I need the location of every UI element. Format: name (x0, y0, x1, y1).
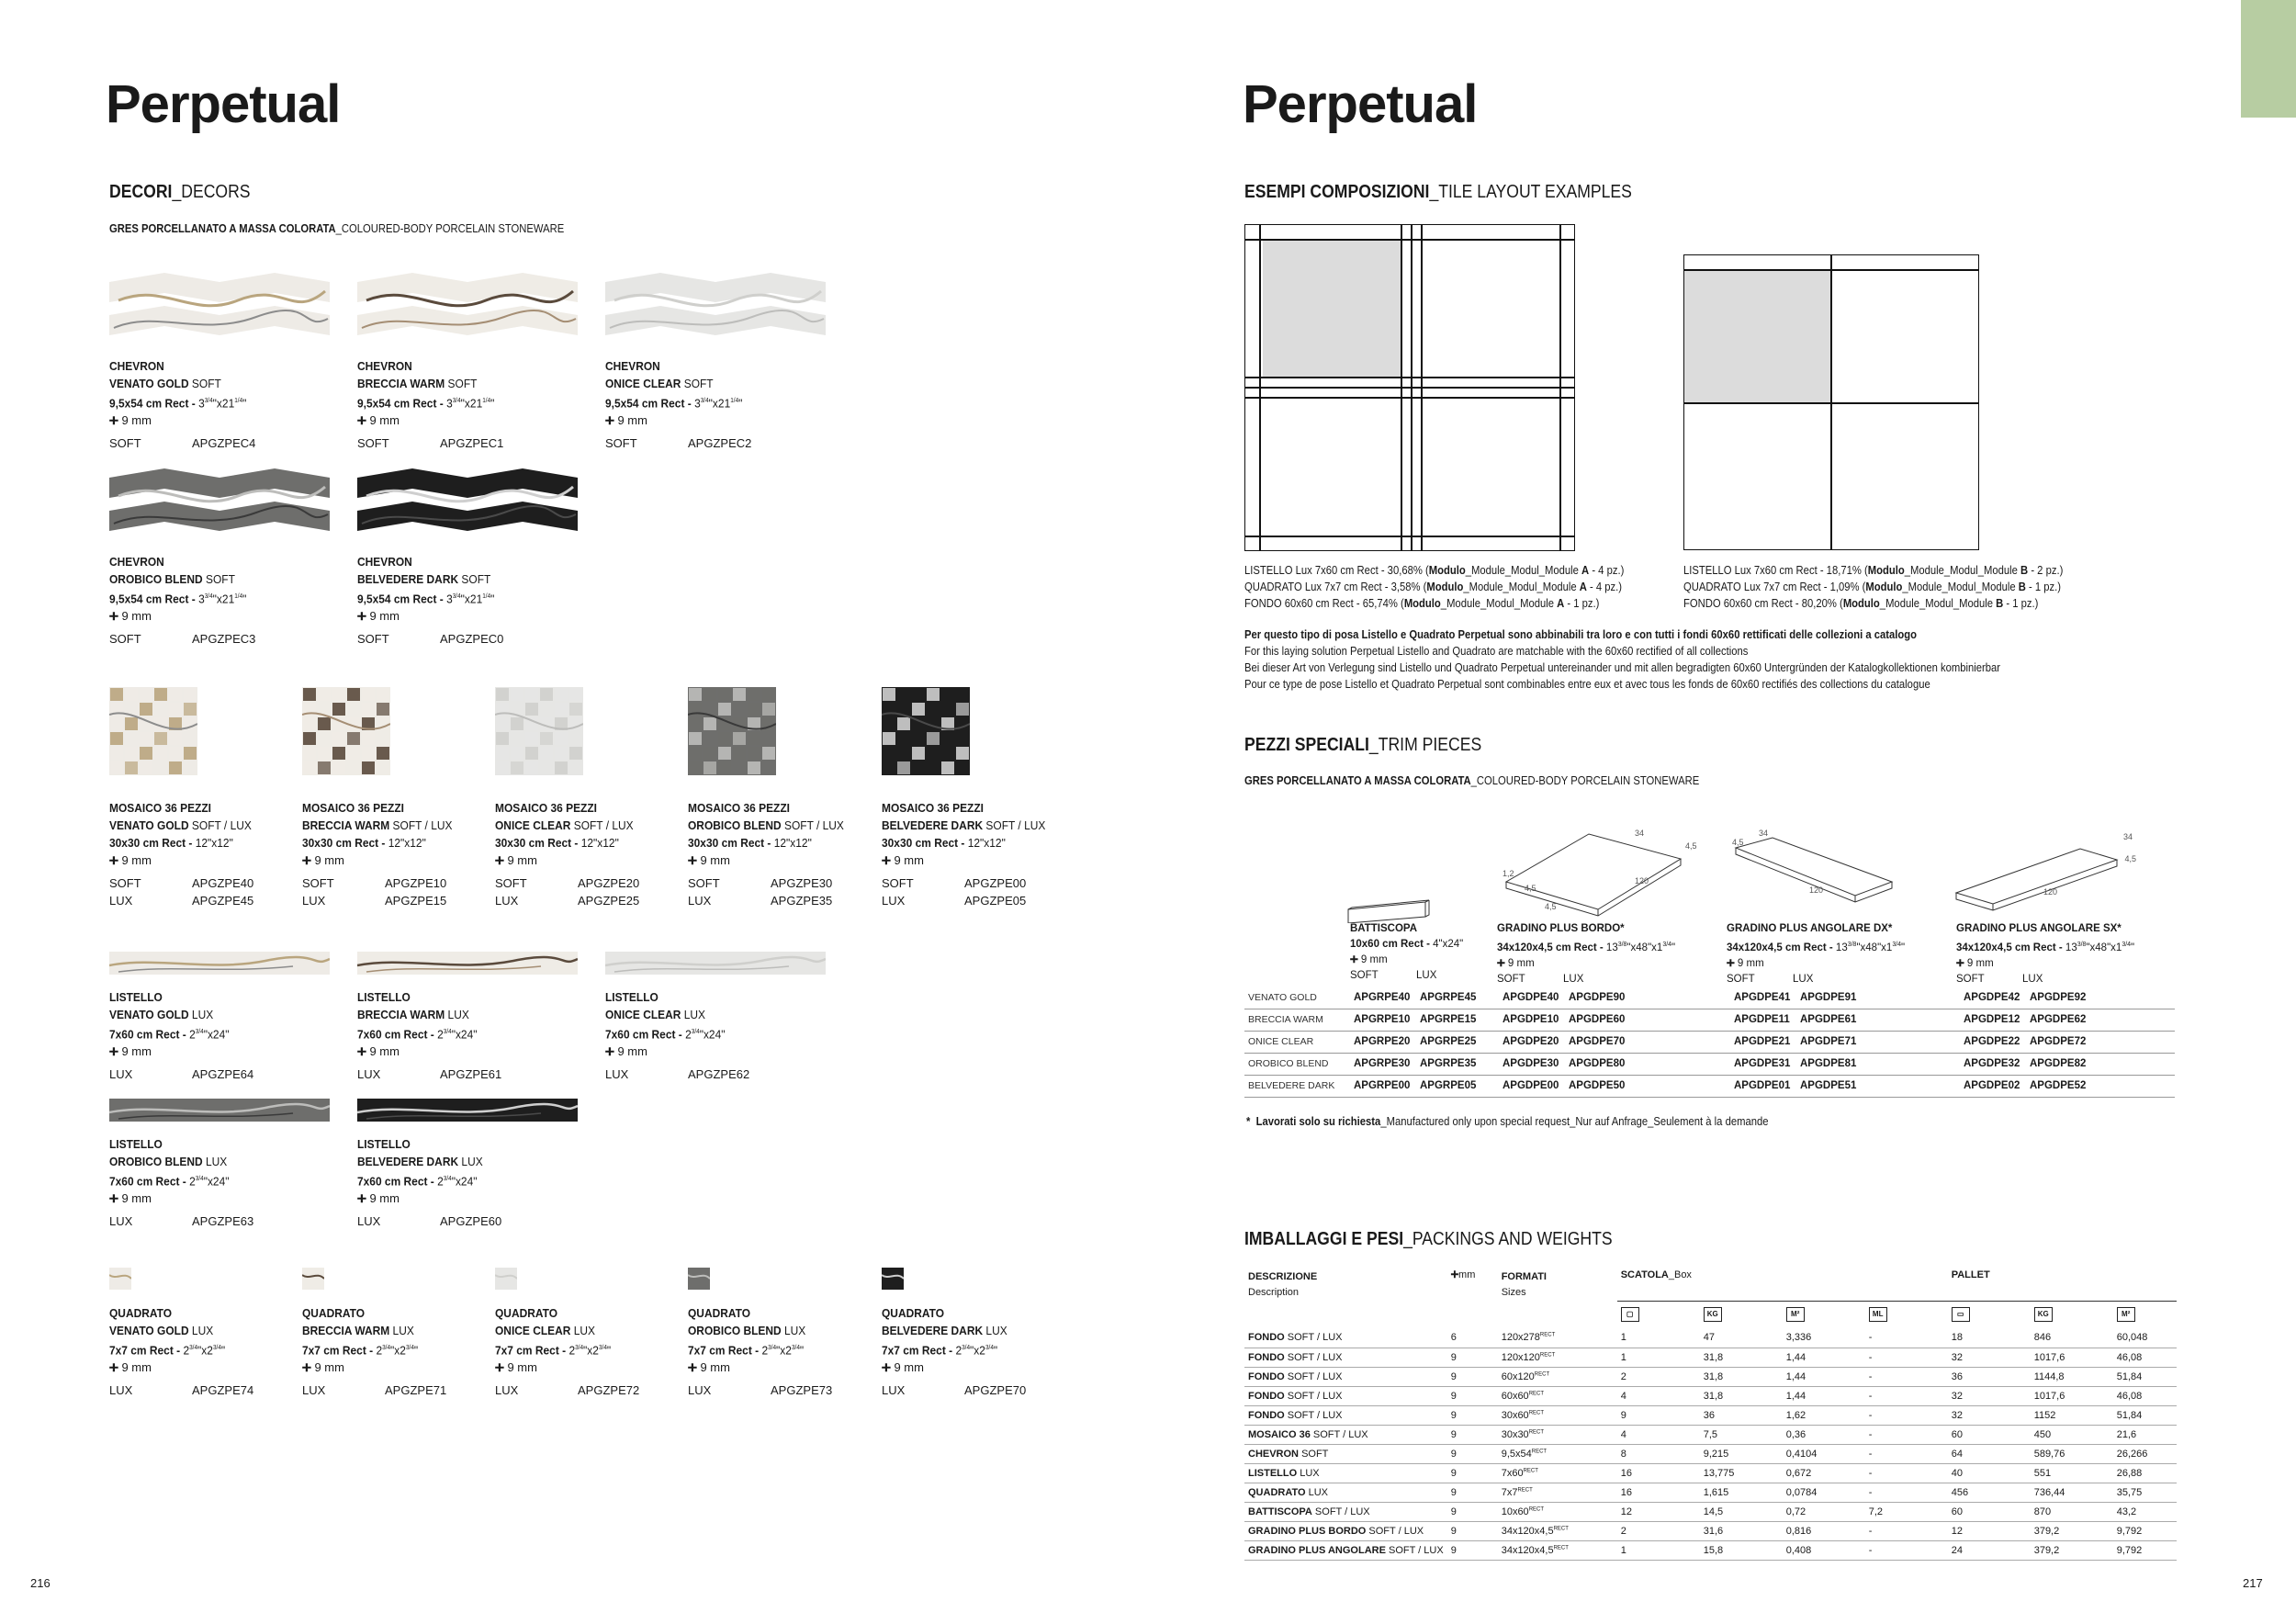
listello-swatch (357, 952, 578, 975)
tile-type: LISTELLO (605, 990, 658, 1004)
tile-image (357, 468, 578, 546)
tile-image (109, 1099, 330, 1126)
quadrato-card (688, 1268, 908, 1399)
trim-header: GRADINO PLUS BORDO* 34x120x4,5 cm Rect - $13^{3/8}"x48"x1^{3/4}$" ➕︎ 9 mm SOFT LUX (1497, 923, 1676, 985)
tile-type: CHEVRON (605, 359, 660, 373)
mosaico-card (882, 687, 1102, 909)
thickness-icon: ➕︎ (357, 413, 366, 428)
tile-name: VENATO GOLD SOFT / LUX (109, 818, 252, 832)
packing-row: FONDO SOFT / LUX 9 $60x120^{RECT}$ 2 31,8 1,44 - 36 1144,8 51,84 (1244, 1367, 2177, 1386)
tile-image (605, 273, 826, 350)
tile-size: 30x30 cm Rect - 12"x12" (688, 836, 812, 850)
tile-thickness: ➕︎ 9 mm (109, 413, 152, 428)
thickness-icon: ➕︎ (688, 853, 697, 867)
chevron-swatch (357, 273, 578, 344)
thickness-icon: ➕︎ (882, 1360, 891, 1375)
trim-drawings (1341, 818, 2140, 923)
thickness-icon: ➕︎ (302, 1360, 311, 1375)
tile-size: 7x7 cm Rect - $2^{3/4}"x2^{3/4}$" (688, 1343, 805, 1358)
tile-thickness: ➕︎ 9 mm (882, 1360, 924, 1375)
tile-size: 9,5x54 cm Rect - $3^{3/4}"x21^{1/4}$" (109, 592, 247, 606)
tile-codes (688, 1382, 908, 1399)
tile-size: 7x7 cm Rect - $2^{3/4}"x2^{3/4}$" (302, 1343, 419, 1358)
dim-label: 4,5 (1685, 841, 1697, 851)
code-row: LUX APGZPE70 (882, 1383, 1027, 1398)
tile-image (357, 273, 578, 350)
tile-codes (605, 1066, 826, 1083)
tile-type: QUADRATO (882, 1306, 944, 1320)
tile-image (109, 1268, 330, 1295)
pallet-area-icon: M² (2117, 1307, 2135, 1322)
tile-image (495, 687, 715, 788)
thickness-icon: ➕︎ (357, 1044, 366, 1059)
thickness-icon: ➕︎ (109, 1044, 118, 1059)
tile-codes (109, 1212, 330, 1230)
tile-type: LISTELLO (109, 1137, 163, 1151)
tile-size: 9,5x54 cm Rect - $3^{3/4}"x21^{1/4}$" (357, 396, 495, 411)
code-row: LUX APGZPE63 (109, 1214, 254, 1229)
tile-type: LISTELLO (357, 990, 411, 1004)
tile-size: 7x7 cm Rect - $2^{3/4}"x2^{3/4}$" (495, 1343, 612, 1358)
tile-codes (495, 1382, 715, 1399)
tile-thickness: ➕︎ 9 mm (495, 853, 537, 867)
tile-name: ONICE CLEAR LUX (495, 1324, 595, 1337)
mosaico-swatch (495, 687, 583, 775)
mosaico-card (302, 687, 523, 909)
area-icon: M² (1786, 1307, 1805, 1322)
trim-material: GRES PORCELLANATO A MASSA COLORATA_COLOURED-BODY PORCELAIN STONEWARE (1244, 774, 1700, 787)
packing-row: FONDO SOFT / LUX 9 $60x60^{RECT}$ 4 31,8 1,44 - 32 1017,6 46,08 (1244, 1386, 2177, 1405)
tile-size: 7x60 cm Rect - $2^{3/4}"x24$" (109, 1027, 230, 1042)
tile-name: BELVEDERE DARK LUX (357, 1155, 483, 1168)
code-row: LUX APGZPE62 (605, 1067, 750, 1082)
module-b-line: LISTELLO Lux 7x60 cm Rect - 18,71% (Modulo_Module_Modul_Module B - 2 pz.) (1683, 564, 2064, 577)
module-b-line: QUADRATO Lux 7x7 cm Rect - 1,09% (Modulo_Module_Modul_Module B - 1 pz.) (1683, 581, 2061, 593)
tile-name: OROBICO BLEND LUX (109, 1155, 228, 1168)
tile-codes (109, 1066, 330, 1083)
module-a-diagram (1244, 224, 1575, 551)
tile-thickness: ➕︎ 9 mm (605, 413, 647, 428)
trim-table (1244, 987, 2175, 1098)
tile-type: LISTELLO (109, 990, 163, 1004)
tile-type: QUADRATO (688, 1306, 750, 1320)
tile-type: MOSAICO 36 PEZZI (302, 801, 404, 815)
packing-heading: IMBALLAGGI E PESI_PACKINGS AND WEIGHTS (1244, 1229, 1613, 1249)
tile-codes (357, 1212, 578, 1230)
packing-row: GRADINO PLUS BORDO SOFT / LUX 9 $34x120x4,5^{RECT}$ 2 31,6 0,816 - 12 379,2 9,792 (1244, 1521, 2177, 1540)
tile-image (109, 468, 330, 546)
mosaico-swatch (109, 687, 197, 775)
tile-name: BRECCIA WARM LUX (357, 1008, 469, 1021)
tile-type: MOSAICO 36 PEZZI (495, 801, 597, 815)
packing-row: FONDO SOFT / LUX 9 $30x60^{RECT}$ 9 36 1,62 - 32 1152 51,84 (1244, 1405, 2177, 1425)
tile-name: ONICE CLEAR SOFT / LUX (495, 818, 634, 832)
tile-image (882, 1268, 1102, 1295)
chevron-card (357, 273, 578, 452)
mosaico-swatch (302, 687, 390, 775)
quadrato-swatch (688, 1268, 710, 1290)
chevron-card (357, 468, 578, 648)
tile-image (495, 1268, 715, 1295)
tile-codes (495, 874, 715, 909)
tile-image (357, 1099, 578, 1126)
pallet-icon: ▭ (1952, 1307, 1970, 1322)
trim-header: GRADINO PLUS ANGOLARE DX* 34x120x4,5 cm Rect - $13^{3/8}"x48"x1^{3/4}$" ➕︎ 9 mm SOFT LUX (1727, 923, 1906, 985)
dim-label: 34 (1759, 829, 1769, 838)
dim-label: 4,5 (1545, 902, 1557, 911)
tile-codes (688, 874, 908, 909)
thickness-icon: ➕︎ (109, 1191, 118, 1206)
layout-note (1244, 626, 2000, 693)
tile-size: 7x60 cm Rect - $2^{3/4}"x24$" (357, 1027, 478, 1042)
quadrato-swatch (302, 1268, 324, 1290)
step-bordo-drawing (1506, 834, 1681, 916)
chevron-swatch (109, 273, 330, 344)
tile-thickness: ➕︎ 9 mm (495, 1360, 537, 1375)
tile-size: 30x30 cm Rect - 12"x12" (109, 836, 233, 850)
code-row: SOFT APGZPEC3 (109, 632, 256, 647)
packing-table (1244, 1269, 2177, 1561)
step-sx-drawing (1956, 849, 2117, 910)
tile-size: 30x30 cm Rect - 12"x12" (302, 836, 426, 850)
baseboard-drawing (1348, 900, 1429, 923)
module-a-line: FONDO 60x60 cm Rect - 65,74% (Modulo_Module_Modul_Module A - 1 pz.) (1244, 597, 1600, 610)
tile-thickness: ➕︎ 9 mm (109, 1191, 152, 1206)
trim-row: BRECCIA WARM APGRPE10 APGRPE15 APGDPE10 APGDPE60 APGDPE11 APGDPE61 APGDPE12 APGDPE62 (1244, 1009, 2175, 1031)
tile-image (357, 952, 578, 979)
tile-thickness: ➕︎ 9 mm (357, 609, 400, 624)
code-row: SOFT APGZPE40 (109, 876, 254, 890)
packing-header: DESCRIZIONE Description ➕︎mm FORMATI Sizes SCATOLA_Box PALLET (1244, 1269, 2177, 1301)
tile-thickness: ➕︎ 9 mm (688, 1360, 730, 1375)
packing-row: QUADRATO LUX 9 $7x7^{RECT}$ 16 1,615 0,0784 - 456 736,44 35,75 (1244, 1483, 2177, 1502)
module-b-line: FONDO 60x60 cm Rect - 80,20% (Modulo_Module_Modul_Module B - 1 pz.) (1683, 597, 2039, 610)
packing-row: LISTELLO LUX 9 $7x60^{RECT}$ 16 13,775 0,672 - 40 551 26,88 (1244, 1463, 2177, 1483)
packing-row: BATTISCOPA SOFT / LUX 9 $10x60^{RECT}$ 12 14,5 0,72 7,2 60 870 43,2 (1244, 1502, 2177, 1521)
tile-codes (302, 1382, 523, 1399)
page-number-left: 216 (30, 1576, 51, 1590)
tile-image (302, 687, 523, 788)
tile-name: VENATO GOLD LUX (109, 1324, 214, 1337)
code-row: LUX APGZPE74 (109, 1383, 254, 1398)
listello-card (605, 952, 826, 1083)
mosaico-card (109, 687, 330, 909)
layout-note-title: Per questo tipo di posa Listello e Quadrato Perpetual sono abbinabili tra loro e con tutti i fondi 60x60 rettificati delle collezioni a catalogo (1244, 628, 1918, 641)
quadrato-swatch (495, 1268, 517, 1290)
weight-icon: KG (1704, 1307, 1722, 1322)
tile-name: OROBICO BLEND SOFT / LUX (688, 818, 844, 832)
tile-image (302, 1268, 523, 1295)
decors-material: GRES PORCELLANATO A MASSA COLORATA_COLOURED-BODY PORCELAIN STONEWARE (109, 222, 565, 235)
pallet-weight-icon: KG (2034, 1307, 2053, 1322)
tile-image (109, 952, 330, 979)
tile-type: CHEVRON (357, 359, 412, 373)
listello-card (357, 952, 578, 1083)
module-a-legend (1244, 562, 1624, 612)
module-b-diagram (1683, 254, 1979, 550)
thickness-icon: ➕︎ (302, 853, 311, 867)
tile-thickness: ➕︎ 9 mm (109, 1360, 152, 1375)
quadrato-card (302, 1268, 523, 1399)
tile-name: ONICE CLEAR SOFT (605, 377, 714, 390)
tile-thickness: ➕︎ 9 mm (302, 1360, 344, 1375)
quadrato-swatch (882, 1268, 904, 1290)
trim-header: BATTISCOPA 10x60 cm Rect - 4"x24" ➕︎ 9 mm SOFT LUX (1350, 923, 1464, 981)
thickness-icon: ➕︎ (109, 853, 118, 867)
tile-name: BRECCIA WARM LUX (302, 1324, 414, 1337)
tile-thickness: ➕︎ 9 mm (109, 853, 152, 867)
thickness-icon: ➕︎ (882, 853, 891, 867)
tile-codes (605, 434, 826, 452)
chevron-swatch (605, 273, 826, 344)
trim-row: VENATO GOLD APGRPE40 APGRPE45 APGDPE40 APGDPE90 APGDPE41 APGDPE91 APGDPE42 APGDPE92 (1244, 987, 2175, 1009)
dim-label: 120 (1635, 876, 1649, 885)
code-row: SOFT APGZPEC0 (357, 632, 504, 647)
tile-thickness: ➕︎ 9 mm (688, 853, 730, 867)
thickness-icon: ➕︎ (495, 1360, 504, 1375)
tile-type: LISTELLO (357, 1137, 411, 1151)
thickness-icon: ➕︎ (495, 853, 504, 867)
thickness-icon: ➕︎ (688, 1360, 697, 1375)
tile-type: QUADRATO (109, 1306, 172, 1320)
tile-thickness: ➕︎ 9 mm (357, 1044, 400, 1059)
packing-row: MOSAICO 36 SOFT / LUX 9 $30x30^{RECT}$ 4 7,5 0,36 - 60 450 21,6 (1244, 1425, 2177, 1444)
tile-size: 9,5x54 cm Rect - $3^{3/4}"x21^{1/4}$" (605, 396, 743, 411)
mosaico-card (495, 687, 715, 909)
module-b-legend (1683, 562, 2063, 612)
tile-type: CHEVRON (109, 555, 164, 569)
packing-row: FONDO SOFT / LUX 9 $120x120^{RECT}$ 1 31,8 1,44 - 32 1017,6 46,08 (1244, 1348, 2177, 1367)
dim-label: 4,5 (1732, 838, 1744, 847)
tile-image (688, 1268, 908, 1295)
chevron-card (109, 468, 330, 648)
code-row: SOFT APGZPEC2 (605, 436, 752, 451)
tile-size: 9,5x54 cm Rect - $3^{3/4}"x21^{1/4}$" (109, 396, 247, 411)
quadrato-swatch (109, 1268, 131, 1290)
code-row: LUX APGZPE35 (688, 894, 833, 908)
dim-label: 34 (1635, 829, 1645, 838)
code-row: SOFT APGZPE00 (882, 876, 1027, 890)
code-row: LUX APGZPE45 (109, 894, 254, 908)
tile-image (109, 687, 330, 788)
listello-card (109, 1099, 330, 1230)
dim-label: 1,2 (1503, 869, 1514, 878)
tile-type: MOSAICO 36 PEZZI (688, 801, 790, 815)
thickness-icon: ➕︎ (357, 609, 366, 624)
layout-note-en: For this laying solution Perpetual Listello and Quadrato are matchable with the 60x60 rectified of all collections (1244, 645, 1749, 658)
tile-thickness: ➕︎ 9 mm (109, 1044, 152, 1059)
tile-image (882, 687, 1102, 788)
chevron-card (605, 273, 826, 452)
tile-codes (109, 434, 330, 452)
code-row: SOFT APGZPE20 (495, 876, 640, 890)
linear-meter-icon: ML (1869, 1307, 1887, 1322)
module-a-line: QUADRATO Lux 7x7 cm Rect - 3,58% (Modulo_Module_Modul_Module A - 4 pz.) (1244, 581, 1622, 593)
packing-icons (1244, 1301, 2177, 1328)
trim-row: ONICE CLEAR APGRPE20 APGRPE25 APGDPE20 APGDPE70 APGDPE21 APGDPE71 APGDPE22 APGDPE72 (1244, 1031, 2175, 1053)
tile-thickness: ➕︎ 9 mm (357, 1191, 400, 1206)
tile-codes (109, 874, 330, 909)
mosaico-swatch (882, 687, 970, 775)
tile-size: 7x60 cm Rect - $2^{3/4}"x24$" (109, 1174, 230, 1189)
tile-type: CHEVRON (357, 555, 412, 569)
dim-label: 4,5 (1525, 884, 1536, 893)
tile-codes (882, 1382, 1102, 1399)
tile-type: MOSAICO 36 PEZZI (109, 801, 211, 815)
code-row: SOFT APGZPE30 (688, 876, 833, 890)
code-row: LUX APGZPE73 (688, 1383, 833, 1398)
packing-row: FONDO SOFT / LUX 6 $120x278^{RECT}$ 1 47 3,336 - 18 846 60,048 (1244, 1328, 2177, 1348)
tile-size: 30x30 cm Rect - 12"x12" (882, 836, 1006, 850)
tile-size: 30x30 cm Rect - 12"x12" (495, 836, 619, 850)
dim-label: 4,5 (2124, 854, 2136, 863)
dim-label: 120 (1809, 885, 1824, 895)
mosaico-swatch (688, 687, 776, 775)
tile-name: VENATO GOLD SOFT (109, 377, 221, 390)
tile-type: CHEVRON (109, 359, 164, 373)
code-row: LUX APGZPE15 (302, 894, 447, 908)
tile-codes (109, 630, 330, 648)
quadrato-card (109, 1268, 330, 1399)
code-row: LUX APGZPE64 (109, 1067, 254, 1082)
code-row: SOFT APGZPEC1 (357, 436, 504, 451)
tile-codes (357, 434, 578, 452)
tile-size: 7x7 cm Rect - $2^{3/4}"x2^{3/4}$" (882, 1343, 998, 1358)
chevron-swatch (357, 468, 578, 540)
dim-label: 34 (2122, 832, 2133, 841)
section-tab (2241, 0, 2296, 118)
tile-codes (357, 630, 578, 648)
thickness-icon: ➕︎ (109, 609, 118, 624)
tile-thickness: ➕︎ 9 mm (109, 609, 152, 624)
tile-name: ONICE CLEAR LUX (605, 1008, 705, 1021)
code-row: LUX APGZPE25 (495, 894, 640, 908)
tile-name: BELVEDERE DARK SOFT (357, 572, 491, 586)
thickness-icon: ➕︎ (109, 413, 118, 428)
page-number-right: 217 (2243, 1576, 2263, 1590)
tile-thickness: ➕︎ 9 mm (605, 1044, 647, 1059)
trim-row: BELVEDERE DARK APGRPE00 APGRPE05 APGDPE00 APGDPE50 APGDPE01 APGDPE51 APGDPE02 APGDPE52 (1244, 1075, 2175, 1097)
quadrato-card (882, 1268, 1102, 1399)
code-row: SOFT APGZPE10 (302, 876, 447, 890)
left-page-title: Perpetual (106, 74, 341, 134)
decors-heading: DECORI_DECORS (109, 182, 251, 202)
listello-card (109, 952, 330, 1083)
code-row: LUX APGZPE60 (357, 1214, 502, 1229)
tile-thickness: ➕︎ 9 mm (302, 853, 344, 867)
listello-swatch (605, 952, 826, 975)
tile-name: VENATO GOLD LUX (109, 1008, 214, 1021)
code-row: LUX APGZPE61 (357, 1067, 502, 1082)
tile-thickness: ➕︎ 9 mm (357, 413, 400, 428)
packing-row: CHEVRON SOFT 9 $9,5x54^{RECT}$ 8 9,215 0,4104 - 64 589,76 26,266 (1244, 1444, 2177, 1463)
thickness-icon: ➕︎ (605, 413, 614, 428)
code-row: LUX APGZPE71 (302, 1383, 447, 1398)
tile-name: BELVEDERE DARK LUX (882, 1324, 1007, 1337)
code-row: LUX APGZPE72 (495, 1383, 640, 1398)
quadrato-card (495, 1268, 715, 1399)
tile-type: QUADRATO (302, 1306, 365, 1320)
tile-codes (302, 874, 523, 909)
trim-heading: PEZZI SPECIALI_TRIM PIECES (1244, 735, 1482, 755)
tile-codes (357, 1066, 578, 1083)
tile-size: 7x7 cm Rect - $2^{3/4}"x2^{3/4}$" (109, 1343, 226, 1358)
tile-image (688, 687, 908, 788)
listello-card (357, 1099, 578, 1230)
listello-swatch (109, 1099, 330, 1122)
layout-note-fr: Pour ce type de pose Listello et Quadrato Perpetual sont combinables entre eux et avec tous les fonds de 60x60 rectifiés des collections du catalogue (1244, 678, 1930, 691)
tile-name: BRECCIA WARM SOFT / LUX (302, 818, 453, 832)
code-row: SOFT APGZPEC4 (109, 436, 256, 451)
code-row: LUX APGZPE05 (882, 894, 1027, 908)
tile-size: 7x60 cm Rect - $2^{3/4}"x24$" (357, 1174, 478, 1189)
tile-name: BELVEDERE DARK SOFT / LUX (882, 818, 1046, 832)
tile-codes (882, 874, 1102, 909)
thickness-icon: ➕︎ (605, 1044, 614, 1059)
layout-heading: ESEMPI COMPOSIZIONI_TILE LAYOUT EXAMPLES (1244, 182, 1632, 202)
trim-header: GRADINO PLUS ANGOLARE SX* 34x120x4,5 cm Rect - $13^{3/8}"x48"x1^{3/4}$" ➕︎ 9 mm SOFT LUX (1956, 923, 2135, 985)
thickness-icon: ➕︎ (357, 1191, 366, 1206)
tile-type: MOSAICO 36 PEZZI (882, 801, 984, 815)
listello-swatch (357, 1099, 578, 1122)
tile-size: 7x60 cm Rect - $2^{3/4}"x24$" (605, 1027, 726, 1042)
thickness-icon: ➕︎ (109, 1360, 118, 1375)
layout-note-de: Bei dieser Art von Verlegung sind Listello und Quadrato Perpetual untereinander und mit allen begradigten 60x60 Untergründen der Katalogkollektionen kombinierbar (1244, 661, 2001, 674)
tile-image (109, 273, 330, 350)
tile-type: QUADRATO (495, 1306, 557, 1320)
packing-row: GRADINO PLUS ANGOLARE SOFT / LUX 9 $34x120x4,5^{RECT}$ 1 15,8 0,408 - 24 379,2 9,792 (1244, 1540, 2177, 1560)
box-icon: ▢ (1621, 1307, 1639, 1322)
tile-image (605, 952, 826, 979)
tile-name: OROBICO BLEND LUX (688, 1324, 806, 1337)
module-a-line: LISTELLO Lux 7x60 cm Rect - 30,68% (Modulo_Module_Modul_Module A - 4 pz.) (1244, 564, 1625, 577)
chevron-swatch (109, 468, 330, 540)
right-page-title: Perpetual (1243, 74, 1478, 134)
mosaico-card (688, 687, 908, 909)
tile-name: OROBICO BLEND SOFT (109, 572, 235, 586)
trim-row: OROBICO BLEND APGRPE30 APGRPE35 APGDPE30 APGDPE80 APGDPE31 APGDPE81 APGDPE32 APGDPE82 (1244, 1053, 2175, 1075)
tile-name: BRECCIA WARM SOFT (357, 377, 478, 390)
listello-swatch (109, 952, 330, 975)
chevron-card (109, 273, 330, 452)
tile-size: 9,5x54 cm Rect - $3^{3/4}"x21^{1/4}$" (357, 592, 495, 606)
dim-label: 120 (2043, 887, 2058, 897)
tile-codes (109, 1382, 330, 1399)
tile-thickness: ➕︎ 9 mm (882, 853, 924, 867)
footnote: * Lavorati solo su richiesta_Manufactured only upon special request_Nur auf Anfrage_Seulement à la demande (1246, 1115, 1769, 1128)
